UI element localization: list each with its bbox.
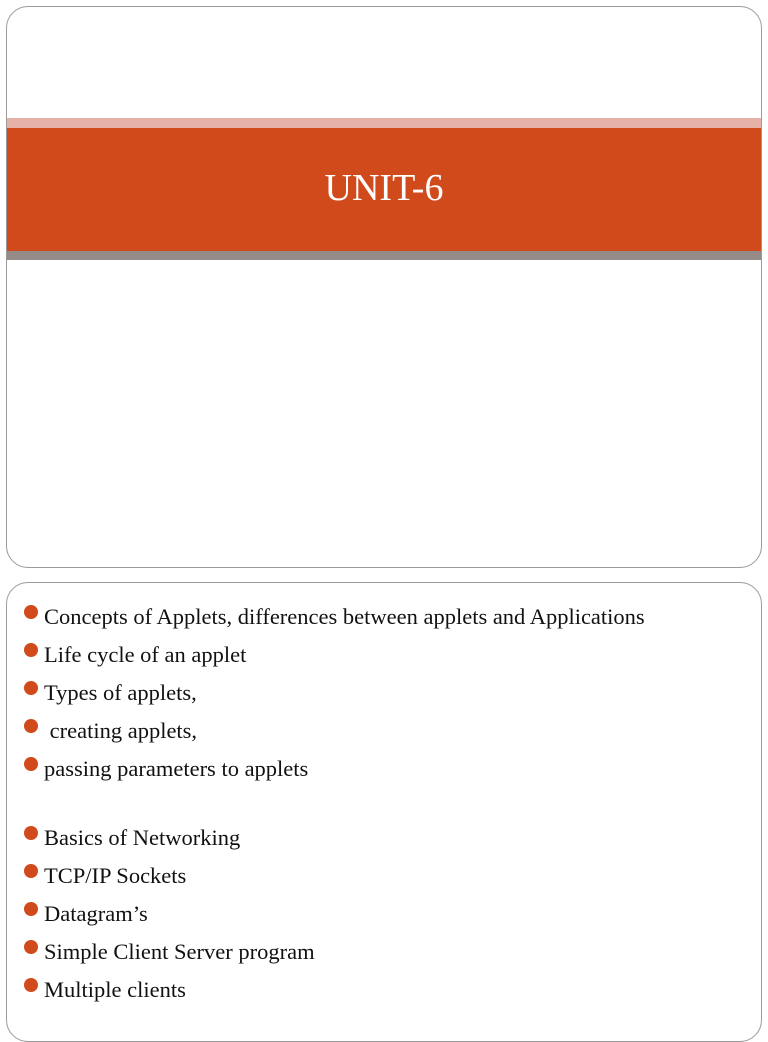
bullet-icon: [24, 719, 38, 733]
bullet-text: passing parameters to applets: [44, 756, 309, 781]
title-bottom-stripe: [7, 251, 761, 260]
bullet-text: Basics of Networking: [44, 825, 241, 850]
bullet-text: Concepts of Applets, differences between applets and Applications: [44, 604, 645, 629]
bullet-text: TCP/IP Sockets: [44, 863, 187, 888]
title-band: [7, 128, 761, 251]
bullet-icon: [24, 826, 38, 840]
list-item: [21, 677, 721, 708]
bullet-icon: [24, 643, 38, 657]
list-item: [21, 715, 721, 746]
list-item: [21, 601, 721, 632]
bullet-icon: [24, 757, 38, 771]
title-top-stripe: [7, 118, 761, 128]
list-item: [21, 860, 721, 891]
list-item: [21, 822, 721, 853]
title-slide: [6, 6, 762, 568]
bullet-text: Life cycle of an applet: [44, 642, 247, 667]
bullet-icon: [24, 940, 38, 954]
bullet-icon: [24, 978, 38, 992]
list-item: [21, 639, 721, 670]
list-item: [21, 974, 721, 1005]
bullet-icon: [24, 605, 38, 619]
list-item: [21, 753, 721, 784]
bullet-text: Datagram’s: [44, 901, 148, 926]
slide-title: UNIT-6: [324, 166, 444, 209]
bullet-icon: [24, 681, 38, 695]
bullet-text: Multiple clients: [44, 977, 186, 1002]
bullet-list: [21, 601, 721, 1012]
bullet-icon: [24, 864, 38, 878]
bullet-icon: [24, 902, 38, 916]
bullet-text: Simple Client Server program: [44, 939, 315, 964]
list-item: [21, 898, 721, 929]
content-slide: [6, 582, 762, 1042]
bullet-text: Types of applets,: [44, 680, 197, 705]
bullet-text: creating applets,: [44, 718, 198, 743]
list-item: [21, 936, 721, 967]
